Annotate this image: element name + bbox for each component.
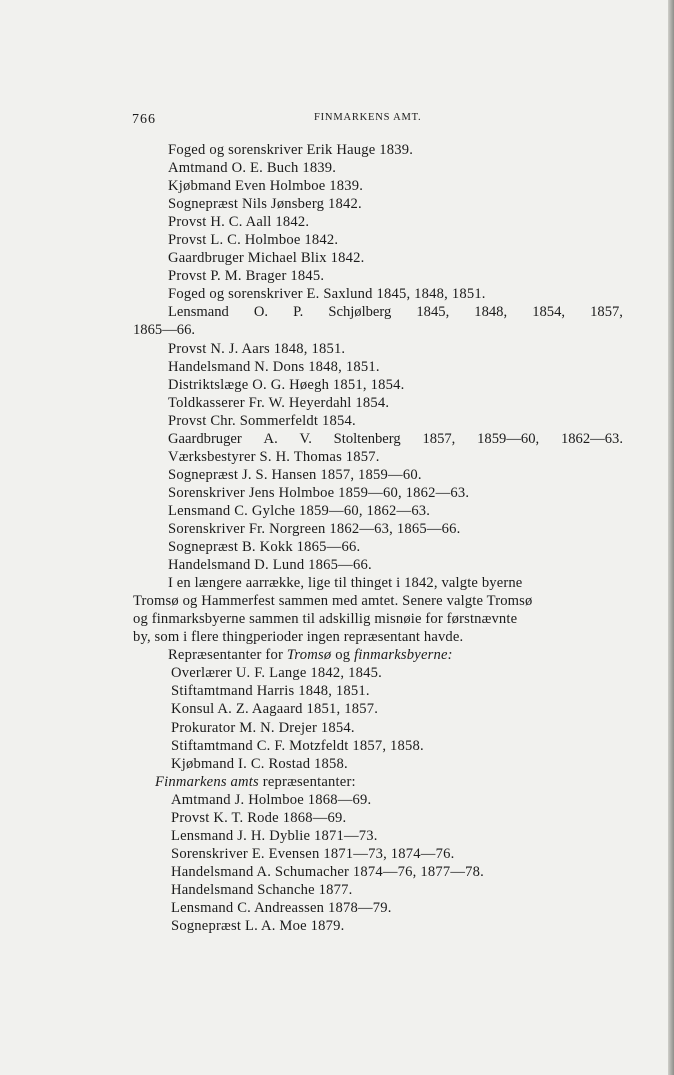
list-item-continuation: 1865—66. (133, 322, 196, 339)
list-item: Sognepræst Nils Jønsberg 1842. (168, 196, 362, 213)
list-item-justified (133, 430, 623, 448)
paragraph-line: og finmarksbyerne sammen til adskillig misnøie for førstnævnte (133, 611, 518, 628)
word: 1857, (422, 430, 456, 447)
heading-italic: finmarksbyerne: (354, 647, 453, 664)
list-item: Prokurator M. N. Drejer 1854. (171, 719, 355, 736)
list-item: Gaardbruger Michael Blix 1842. (168, 250, 365, 267)
word: A. (263, 430, 278, 447)
list-item: Handelsmand Schanche 1877. (171, 881, 353, 898)
word: 1845, (416, 304, 450, 321)
word: 1857, (590, 304, 623, 321)
list-item: Handelsmand N. Dons 1848, 1851. (168, 358, 380, 375)
list-item: Kjøbmand I. C. Rostad 1858. (171, 755, 348, 772)
list-item: Provst N. J. Aars 1848, 1851. (168, 340, 346, 357)
list-item: Handelsmand D. Lund 1865—66. (168, 557, 372, 574)
word: 1854, (532, 304, 566, 321)
paragraph-line: I en længere aarrække, lige til thinget i 1842, valgte byerne (168, 575, 523, 592)
list-item: Konsul A. Z. Aagaard 1851, 1857. (171, 701, 379, 718)
paragraph-line: Tromsø og Hammerfest sammen med amtet. Senere valgte Tromsø (133, 593, 533, 610)
paragraph-line: by, som i flere thingperioder ingen repræsentant havde. (133, 629, 464, 646)
list-item: Overlærer U. F. Lange 1842, 1845. (171, 665, 382, 682)
running-title: FINMARKENS AMT. (314, 112, 422, 123)
list-item: Lensmand J. H. Dyblie 1871—73. (171, 827, 378, 844)
list-item: Lensmand C. Andreassen 1878—79. (171, 899, 392, 916)
list-item: Amtmand J. Holmboe 1868—69. (171, 791, 372, 808)
word: 1862—63. (560, 430, 623, 447)
list-item: Stiftamtmand C. F. Motzfeldt 1857, 1858. (171, 737, 424, 754)
word: P. (293, 304, 304, 321)
list-item: Handelsmand A. Schumacher 1874—76, 1877—78. (171, 863, 484, 880)
word: V. (299, 430, 312, 447)
list-item: Toldkasserer Fr. W. Heyerdahl 1854. (168, 394, 390, 411)
list-item: Sognepræst B. Kokk 1865—66. (168, 539, 361, 556)
list-item: Provst P. M. Brager 1845. (168, 268, 325, 285)
section-heading (133, 646, 623, 664)
list-item: Lensmand C. Gylche 1859—60, 1862—63. (168, 502, 431, 519)
heading-text: Repræsentanter for (168, 647, 284, 664)
heading-text: og (335, 647, 351, 664)
word: Gaardbruger (168, 430, 242, 447)
page-edge (668, 0, 674, 1075)
list-item: Distriktslæge O. G. Høegh 1851, 1854. (168, 376, 405, 393)
list-item: Værksbestyrer S. H. Thomas 1857. (168, 448, 380, 465)
list-item-justified (133, 303, 623, 321)
list-item: Amtmand O. E. Buch 1839. (168, 160, 337, 177)
list-item: Sognepræst J. S. Hansen 1857, 1859—60. (168, 466, 422, 483)
word: Lensmand (168, 304, 229, 321)
heading-italic: Tromsø (286, 647, 332, 664)
list-item: Provst H. C. Aall 1842. (168, 214, 310, 231)
page-number: 766 (132, 112, 156, 127)
list-item: Sorenskriver Jens Holmboe 1859—60, 1862—63. (168, 484, 470, 501)
word: Stoltenberg (333, 430, 401, 447)
list-item: Provst L. C. Holmboe 1842. (168, 232, 339, 249)
word: 1859—60, (477, 430, 540, 447)
word: Schjølberg (328, 304, 392, 321)
list-item: Sorenskriver Fr. Norgreen 1862—63, 1865—66. (168, 520, 461, 537)
page-header (0, 112, 674, 130)
list-item: Foged og sorenskriver E. Saxlund 1845, 1848, 1851. (168, 286, 486, 303)
list-item: Provst K. T. Rode 1868—69. (171, 809, 347, 826)
section-heading (133, 773, 623, 791)
list-item: Sorenskriver E. Evensen 1871—73, 1874—76. (171, 845, 455, 862)
word: O. (253, 304, 269, 321)
list-item: Provst Chr. Sommerfeldt 1854. (168, 412, 356, 429)
list-item: Sognepræst L. A. Moe 1879. (171, 918, 345, 935)
heading-text: repræsentanter: (262, 773, 356, 790)
list-item: Kjøbmand Even Holmboe 1839. (168, 178, 364, 195)
list-item: Stiftamtmand Harris 1848, 1851. (171, 683, 370, 700)
page-body (133, 141, 623, 935)
word: 1848, (474, 304, 508, 321)
heading-italic: Finmarkens amts (155, 773, 259, 790)
list-item: Foged og sorenskriver Erik Hauge 1839. (168, 142, 414, 158)
